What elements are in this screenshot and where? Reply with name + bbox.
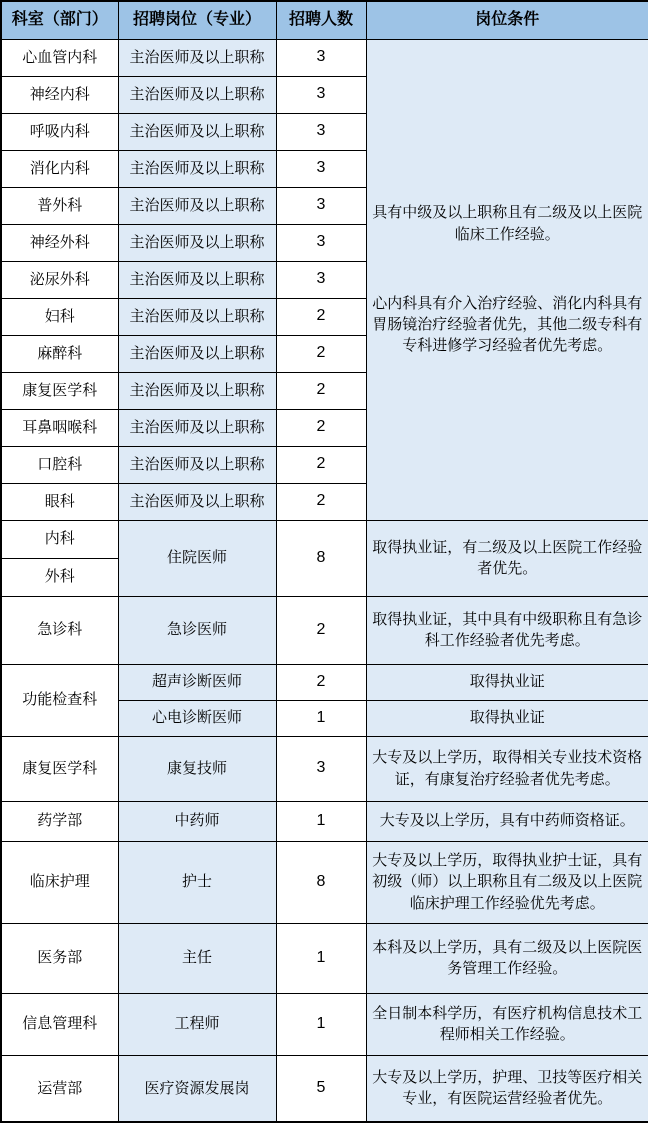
position-cell: 主治医师及以上职称 bbox=[118, 150, 276, 187]
condition-cell: 全日制本科学历，有医疗机构信息技术工程师相关工作经验。 bbox=[366, 993, 648, 1055]
merged-condition-cell bbox=[366, 39, 648, 520]
dept-cell: 医务部 bbox=[1, 923, 118, 993]
condition-cell: 取得执业证，其中具有中级职称且有急诊科工作经验者优先考虑。 bbox=[366, 596, 648, 664]
position-cell: 主治医师及以上职称 bbox=[118, 446, 276, 483]
count-cell: 3 bbox=[276, 224, 366, 261]
position-cell: 主治医师及以上职称 bbox=[118, 113, 276, 150]
count-cell: 3 bbox=[276, 113, 366, 150]
count-cell: 1 bbox=[276, 993, 366, 1055]
dept-cell: 外科 bbox=[1, 558, 118, 596]
position-cell: 主治医师及以上职称 bbox=[118, 372, 276, 409]
dept-cell: 普外科 bbox=[1, 187, 118, 224]
table-row bbox=[1, 736, 648, 801]
condition-cell: 大专及以上学历，护理、卫技等医疗相关专业，有医院运营经验者优先。 bbox=[366, 1055, 648, 1122]
dept-cell: 内科 bbox=[1, 520, 118, 558]
dept-cell: 临床护理 bbox=[1, 841, 118, 923]
position-cell: 心电诊断医师 bbox=[118, 700, 276, 736]
condition-cell: 大专及以上学历，取得相关专业技术资格证，有康复治疗经验者优先考虑。 bbox=[366, 736, 648, 801]
table-row bbox=[1, 1055, 648, 1122]
position-cell: 护士 bbox=[118, 841, 276, 923]
dept-cell: 药学部 bbox=[1, 801, 118, 841]
dept-cell: 妇科 bbox=[1, 298, 118, 335]
table-row bbox=[1, 520, 648, 558]
count-cell: 3 bbox=[276, 39, 366, 76]
condition-cell: 大专及以上学历，具有中药师资格证。 bbox=[366, 801, 648, 841]
count-cell: 3 bbox=[276, 187, 366, 224]
position-cell: 急诊医师 bbox=[118, 596, 276, 664]
header-count: 招聘人数 bbox=[276, 1, 366, 39]
header-condition: 岗位条件 bbox=[366, 1, 648, 39]
dept-cell: 泌尿外科 bbox=[1, 261, 118, 298]
count-cell: 1 bbox=[276, 700, 366, 736]
count-cell: 3 bbox=[276, 76, 366, 113]
dept-cell: 信息管理科 bbox=[1, 993, 118, 1055]
count-cell: 1 bbox=[276, 923, 366, 993]
count-cell: 2 bbox=[276, 409, 366, 446]
position-cell: 主任 bbox=[118, 923, 276, 993]
position-cell: 超声诊断医师 bbox=[118, 664, 276, 700]
position-cell: 中药师 bbox=[118, 801, 276, 841]
condition-cell: 大专及以上学历，取得执业护士证，具有初级（师）以上职称且有二级及以上医院临床护理工作经验优先考虑。 bbox=[366, 841, 648, 923]
table-row bbox=[1, 841, 648, 923]
count-cell: 8 bbox=[276, 520, 366, 596]
dept-cell: 消化内科 bbox=[1, 150, 118, 187]
count-cell: 2 bbox=[276, 446, 366, 483]
table-row bbox=[1, 596, 648, 664]
table-row bbox=[1, 993, 648, 1055]
dept-cell: 急诊科 bbox=[1, 596, 118, 664]
condition-cell: 取得执业证 bbox=[366, 700, 648, 736]
table-row bbox=[1, 801, 648, 841]
dept-cell: 麻醉科 bbox=[1, 335, 118, 372]
count-cell: 3 bbox=[276, 150, 366, 187]
table-row bbox=[1, 664, 648, 700]
condition-cell: 取得执业证 bbox=[366, 664, 648, 700]
header-dept: 科室（部门） bbox=[1, 1, 118, 39]
position-cell: 主治医师及以上职称 bbox=[118, 76, 276, 113]
dept-cell: 神经外科 bbox=[1, 224, 118, 261]
dept-cell: 呼吸内科 bbox=[1, 113, 118, 150]
count-cell: 2 bbox=[276, 483, 366, 520]
header-row bbox=[1, 1, 648, 39]
table-row bbox=[1, 39, 648, 76]
dept-cell: 神经内科 bbox=[1, 76, 118, 113]
count-cell: 5 bbox=[276, 1055, 366, 1122]
condition-paragraph-1: 具有中级及以上职称且有二级及以上医院临床工作经验。 bbox=[372, 204, 643, 243]
dept-cell: 心血管内科 bbox=[1, 39, 118, 76]
position-cell: 住院医师 bbox=[118, 520, 276, 596]
position-cell: 主治医师及以上职称 bbox=[118, 187, 276, 224]
header-position: 招聘岗位（专业） bbox=[118, 1, 276, 39]
count-cell: 2 bbox=[276, 664, 366, 700]
position-cell: 工程师 bbox=[118, 993, 276, 1055]
dept-cell: 耳鼻咽喉科 bbox=[1, 409, 118, 446]
dept-cell: 运营部 bbox=[1, 1055, 118, 1122]
dept-cell: 功能检查科 bbox=[1, 664, 118, 736]
dept-cell: 眼科 bbox=[1, 483, 118, 520]
table-row bbox=[1, 923, 648, 993]
count-cell: 3 bbox=[276, 736, 366, 801]
count-cell: 2 bbox=[276, 372, 366, 409]
dept-cell: 口腔科 bbox=[1, 446, 118, 483]
position-cell: 主治医师及以上职称 bbox=[118, 298, 276, 335]
condition-cell: 取得执业证，有二级及以上医院工作经验者优先。 bbox=[366, 520, 648, 596]
dept-cell: 康复医学科 bbox=[1, 736, 118, 801]
condition-paragraph-2: 心内科具有介入治疗经验、消化内科具有胃肠镜治疗经验者优先，其他二级专科有专科进修学习经验者优先考虑。 bbox=[372, 294, 643, 355]
position-cell: 主治医师及以上职称 bbox=[118, 335, 276, 372]
position-cell: 主治医师及以上职称 bbox=[118, 261, 276, 298]
dept-cell: 康复医学科 bbox=[1, 372, 118, 409]
condition-cell: 本科及以上学历，具有二级及以上医院医务管理工作经验。 bbox=[366, 923, 648, 993]
count-cell: 3 bbox=[276, 261, 366, 298]
count-cell: 8 bbox=[276, 841, 366, 923]
count-cell: 2 bbox=[276, 298, 366, 335]
count-cell: 1 bbox=[276, 801, 366, 841]
count-cell: 2 bbox=[276, 596, 366, 664]
position-cell: 医疗资源发展岗 bbox=[118, 1055, 276, 1122]
count-cell: 2 bbox=[276, 335, 366, 372]
position-cell: 主治医师及以上职称 bbox=[118, 409, 276, 446]
position-cell: 主治医师及以上职称 bbox=[118, 224, 276, 261]
position-cell: 主治医师及以上职称 bbox=[118, 39, 276, 76]
position-cell: 康复技师 bbox=[118, 736, 276, 801]
position-cell: 主治医师及以上职称 bbox=[118, 483, 276, 520]
